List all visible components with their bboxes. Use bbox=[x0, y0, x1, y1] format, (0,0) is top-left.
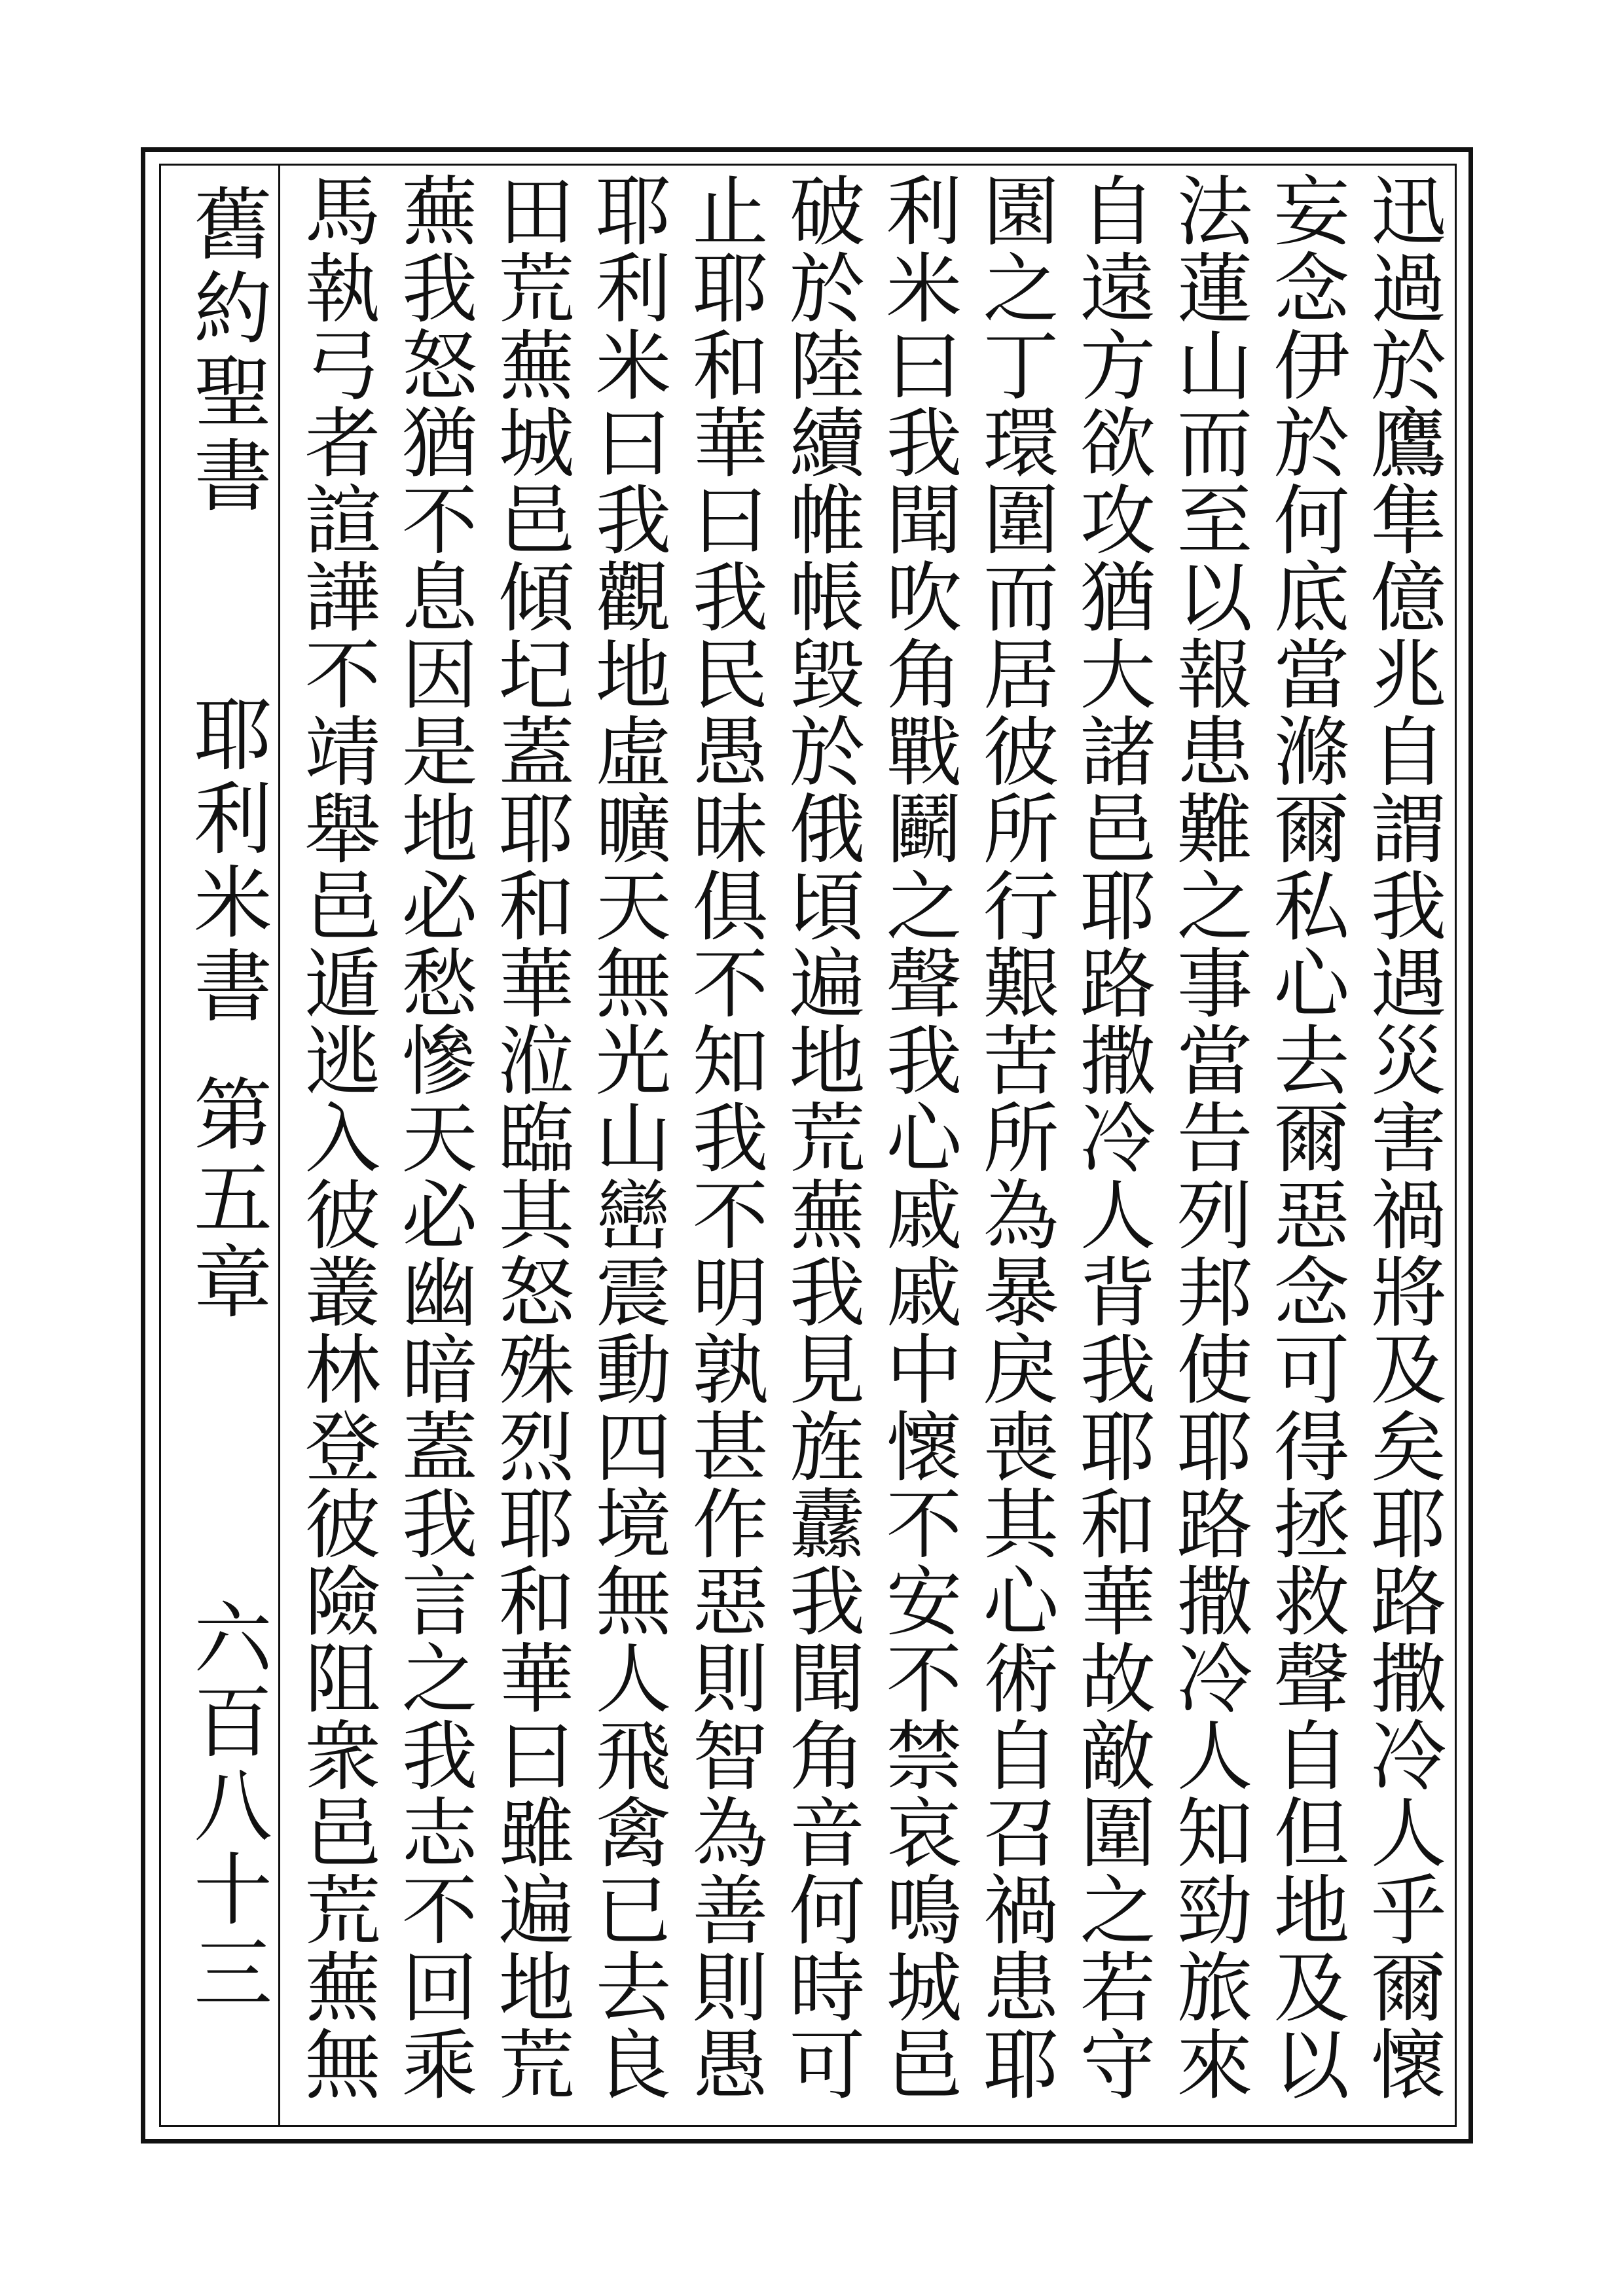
page-number: 六百八十三 bbox=[181, 1597, 272, 2016]
book-name: 耶利米書 bbox=[181, 694, 272, 1029]
paragraph-1: 迅過於鷹隼億兆自謂我遇災害禍將及矣耶路撒冷人乎爾懷妄念伊於何底當滌爾私心去爾惡念可得拯救聲自但地及以法蓮山而至以報患難之事當告列邦使耶路撒冷人知勁旅來自遠方欲攻猶大諸邑耶路撒冷人背我耶和華故敵圍之若守園之丁環圍而居彼所行艱苦所為暴戾喪其心術自召禍患耶利米曰我聞吹角戰鬬之聲我心戚戚中懷不安不禁哀鳴城邑破於陸續帷帳毀於俄頃遍地荒蕪我見旌纛我聞角音何時可止耶和華曰我民愚昧俱不知我不明孰甚作惡則智為善則愚耶利米曰我觀地虛曠天無光山巒震動四境無人飛禽已去良田荒蕪城邑傾圮蓋耶和華涖臨其怒殊烈耶和華曰雖遍地荒蕪我怒猶不息因是地必愁慘天必幽暗蓋我言之我志不回乘馬執弓者諠譁不靖舉邑遁逃入彼叢林登彼險阻衆邑荒蕪無 bbox=[292, 171, 1446, 2102]
chapter-label: 第五章 bbox=[181, 1073, 272, 1325]
main-text bbox=[288, 171, 1450, 2119]
margin-divider bbox=[278, 164, 280, 2127]
running-title: 舊約聖書 bbox=[181, 183, 272, 518]
